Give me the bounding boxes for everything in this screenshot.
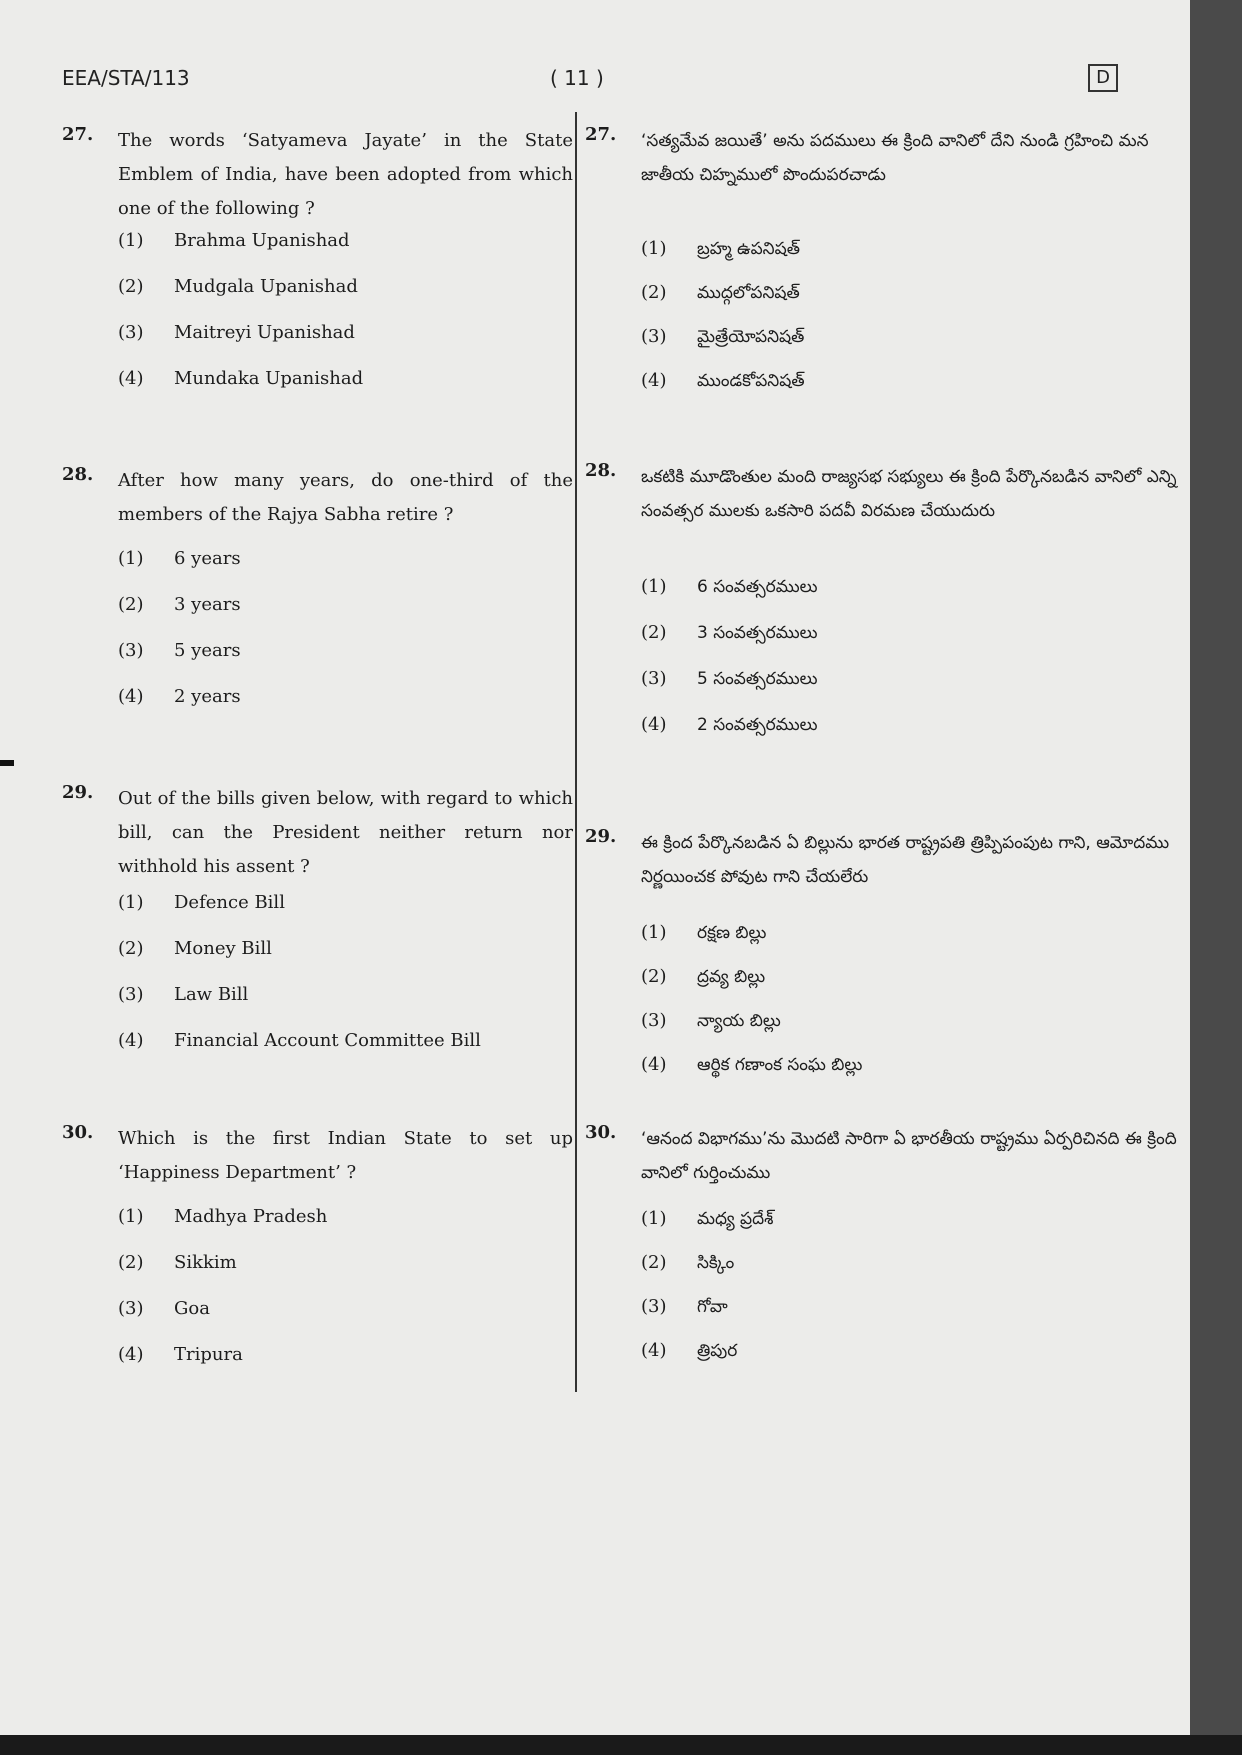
option <box>118 1298 210 1319</box>
option-number: (3) <box>641 1010 667 1031</box>
option-text: ద్రవ్య బిల్లు <box>697 967 766 987</box>
scan-right-margin <box>1190 0 1242 1735</box>
option-number: (1) <box>118 892 144 913</box>
option <box>118 230 350 251</box>
option-text: 5 years <box>174 640 241 661</box>
question-text: ఈ క్రింద పేర్కొనబడిన ఏ బిల్లును భారత రాష్ట్రపతి త్రిప్పిపంపుట గాని, ఆమోదము నిర్ణయించక పోవుట గాని చేయలేరు <box>641 833 1170 887</box>
option-text: Money Bill <box>174 938 272 959</box>
option-text: మధ్య ప్రదేశ్ <box>697 1209 774 1229</box>
option-text: Mundaka Upanishad <box>174 368 364 389</box>
option-number: (3) <box>118 984 144 1005</box>
option <box>118 640 241 661</box>
question-number: 28. <box>62 464 94 485</box>
option-text: 5 సంవత్సరములు <box>697 669 818 689</box>
scan-edge-mark <box>0 760 14 766</box>
question-text: ‘సత్యమేవ జయితే’ అను పదములు ఈ క్రింది వానిలో దేని నుండి గ్రహించి మన జాతీయ చిహ్నములో పొందుపరచాడు <box>641 131 1149 185</box>
page-number: ( 11 ) <box>550 66 604 90</box>
booklet-series-box: D <box>1088 64 1118 92</box>
option-number: (1) <box>641 922 667 943</box>
option-text: సిక్కిం <box>697 1253 735 1273</box>
option-number: (2) <box>118 938 144 959</box>
option <box>118 1344 243 1365</box>
option-number: (2) <box>641 622 667 643</box>
option-number: (3) <box>118 640 144 661</box>
option <box>641 238 800 263</box>
option-number: (4) <box>641 1340 667 1361</box>
question-text: The words ‘Satyameva Jayate’ in the State Emblem of India, have been adopted from which one of the following ? <box>118 130 573 219</box>
option-number: (1) <box>118 230 144 251</box>
option-text: Law Bill <box>174 984 249 1005</box>
question-number: 29. <box>62 782 94 803</box>
option-number: (4) <box>118 686 144 707</box>
option-text: గోవా <box>697 1297 728 1317</box>
option <box>118 276 358 297</box>
option-number: (3) <box>641 326 667 347</box>
option <box>118 984 248 1005</box>
option-text: Brahma Upanishad <box>174 230 350 251</box>
option <box>118 594 241 615</box>
option <box>641 576 818 601</box>
option-text: Madhya Pradesh <box>174 1206 328 1227</box>
option-number: (4) <box>641 714 667 735</box>
option-text: త్రిపుర <box>697 1341 738 1361</box>
option <box>641 622 818 647</box>
option-text: ఆర్థిక గణాంక సంఘ బిల్లు <box>697 1055 863 1075</box>
column-divider <box>575 112 577 1392</box>
option-number: (3) <box>641 668 667 689</box>
option <box>641 1296 728 1321</box>
option-number: (2) <box>118 594 144 615</box>
option-text: న్యాయ బిల్లు <box>697 1011 781 1031</box>
option <box>641 326 804 351</box>
question-text: ‘ఆనంద విభాగము’ను మొదటి సారిగా ఏ భారతీయ రాష్ట్రము ఏర్పరిచినది ఈ క్రింది వానిలో గుర్తించుము <box>641 1129 1177 1183</box>
option-number: (3) <box>641 1296 667 1317</box>
option-number: (1) <box>641 576 667 597</box>
option-number: (1) <box>118 548 144 569</box>
option <box>118 1206 327 1227</box>
option <box>641 1054 862 1079</box>
option-text: 3 సంవత్సరములు <box>697 623 818 643</box>
option-text: 6 సంవత్సరములు <box>697 577 818 597</box>
option <box>118 368 363 389</box>
option-number: (4) <box>641 1054 667 1075</box>
question-text: ఒకటికి మూడొంతుల మంది రాజ్యసభ సభ్యులు ఈ క్రింది పేర్కొనబడిన వానిలో ఎన్ని సంవత్సర ములకు ఒకసారి పదవీ విరమణ చేయుదురు <box>641 467 1177 521</box>
option <box>118 892 285 913</box>
option-text: బ్రహ్మ ఉపనిషత్ <box>697 239 800 259</box>
scan-bottom-margin <box>0 1735 1242 1755</box>
option-text: Sikkim <box>174 1252 237 1273</box>
option <box>118 686 241 707</box>
option-number: (4) <box>641 370 667 391</box>
option <box>641 1010 781 1035</box>
option-text: Goa <box>174 1298 210 1319</box>
option <box>118 322 355 343</box>
option-text: మైత్రేయోపనిషత్ <box>697 327 805 347</box>
option-number: (2) <box>641 1252 667 1273</box>
option-number: (4) <box>118 1344 144 1365</box>
option-text: Financial Account Committee Bill <box>174 1030 481 1051</box>
option-text: 3 years <box>174 594 241 615</box>
option-number: (1) <box>641 238 667 259</box>
option-text: 2 సంవత్సరములు <box>697 715 818 735</box>
option <box>641 1252 734 1277</box>
question-number: 30. <box>62 1122 94 1143</box>
option-number: (2) <box>641 966 667 987</box>
option <box>118 1030 481 1051</box>
option-number: (2) <box>118 276 144 297</box>
option <box>641 370 805 395</box>
option-text: Mudgala Upanishad <box>174 276 358 297</box>
option <box>118 548 241 569</box>
option-number: (2) <box>118 1252 144 1273</box>
question-number: 27. <box>585 124 617 145</box>
option-number: (3) <box>118 1298 144 1319</box>
option-number: (4) <box>118 368 144 389</box>
option-text: Tripura <box>174 1344 243 1365</box>
question-number: 27. <box>62 124 94 145</box>
question-number: 30. <box>585 1122 617 1143</box>
question-number: 28. <box>585 460 617 481</box>
option-text: ముండకోపనిషత్ <box>697 371 805 391</box>
option-number: (4) <box>118 1030 144 1051</box>
option-text: Defence Bill <box>174 892 285 913</box>
option <box>641 1208 774 1233</box>
option <box>641 282 800 307</box>
question-text: Out of the bills given below, with regard to which bill, can the President neither return nor withhold his assent ? <box>118 788 573 877</box>
option-text: 2 years <box>174 686 241 707</box>
option <box>641 714 818 739</box>
option-text: Maitreyi Upanishad <box>174 322 355 343</box>
option <box>641 922 766 947</box>
question-text: After how many years, do one-third of the members of the Rajya Sabha retire ? <box>118 470 573 525</box>
option <box>118 1252 237 1273</box>
option <box>118 938 272 959</box>
option <box>641 966 765 991</box>
option-text: 6 years <box>174 548 241 569</box>
paper-code: EEA/STA/113 <box>62 66 190 90</box>
option-number: (1) <box>641 1208 667 1229</box>
option <box>641 668 818 693</box>
option <box>641 1340 737 1365</box>
question-number: 29. <box>585 826 617 847</box>
option-number: (1) <box>118 1206 144 1227</box>
question-text: Which is the first Indian State to set up ‘Happiness Department’ ? <box>118 1128 573 1183</box>
option-text: రక్షణ బిల్లు <box>697 923 767 943</box>
option-text: ముద్గలోపనిషత్ <box>697 283 800 303</box>
page-header <box>62 66 1118 96</box>
option-number: (3) <box>118 322 144 343</box>
option-number: (2) <box>641 282 667 303</box>
